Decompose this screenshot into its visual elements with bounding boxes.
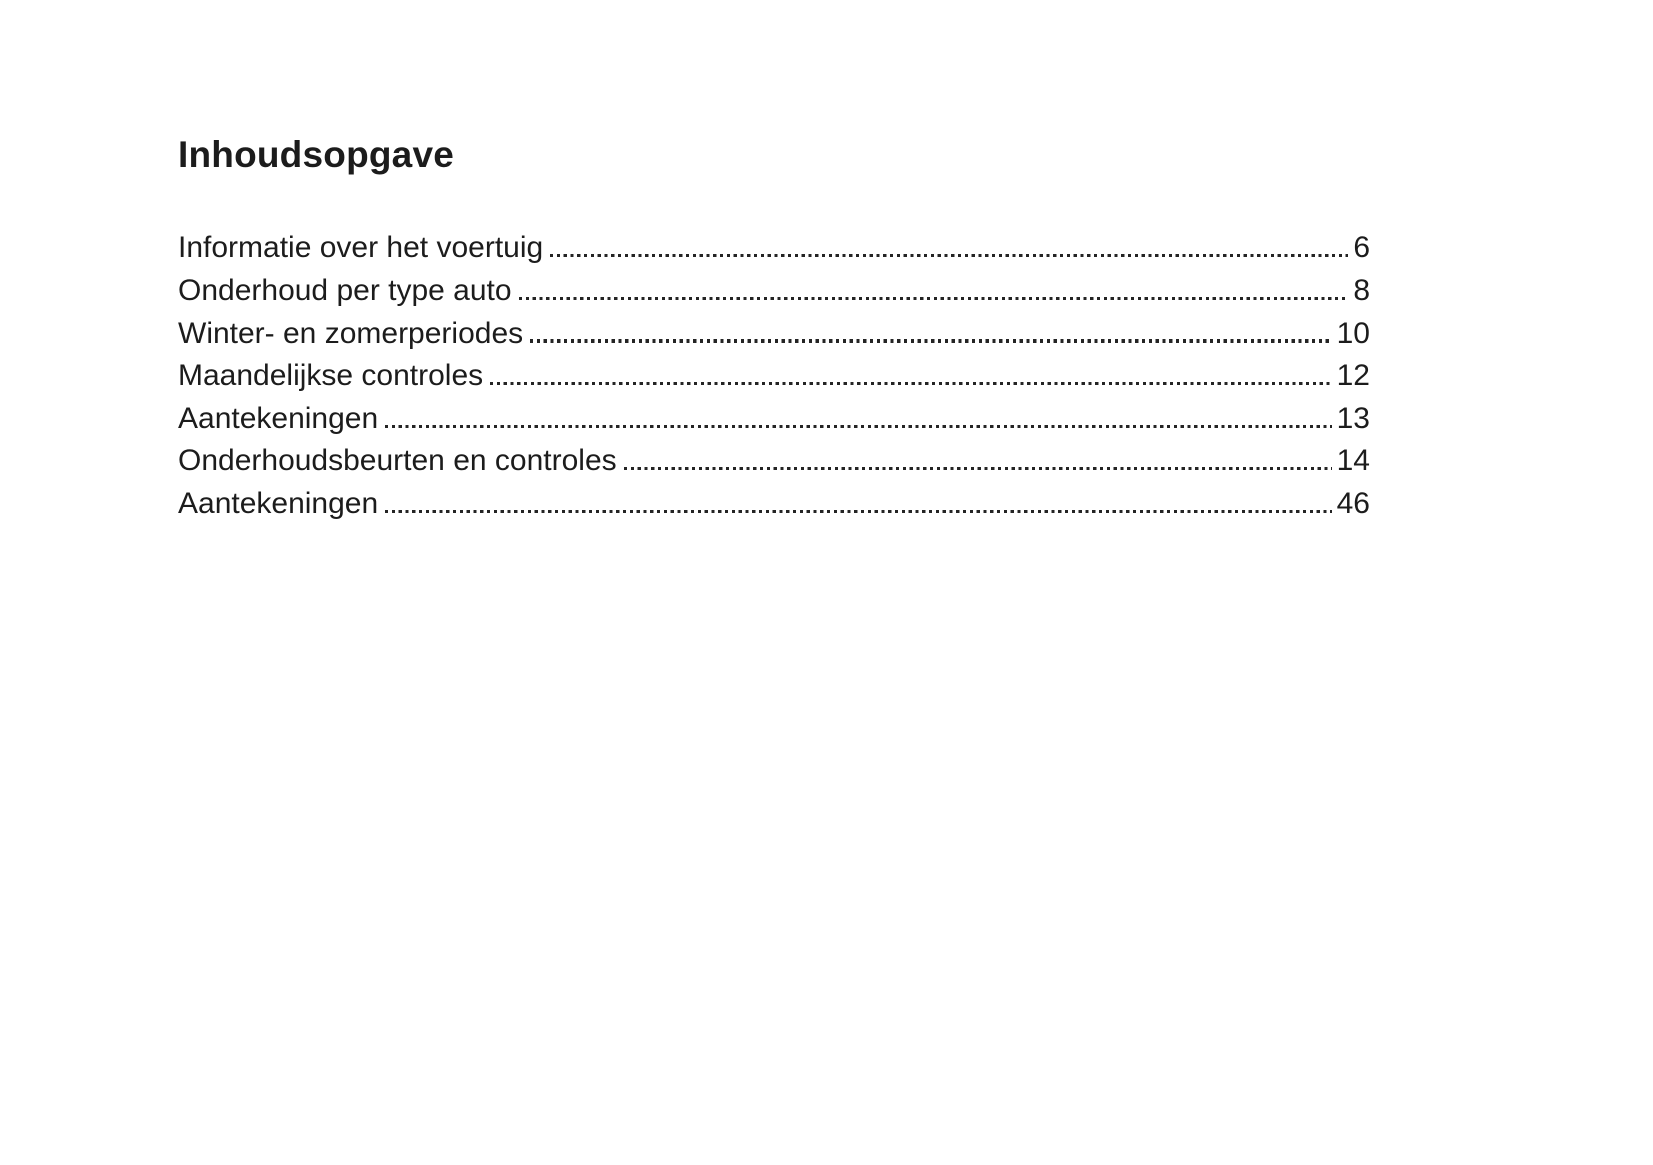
toc-entry-page-number: 46: [1336, 486, 1370, 520]
toc-entry: [178, 483, 1370, 526]
toc-entry-label: Onderhoud per type auto: [178, 273, 512, 307]
toc-entry-page-number: 10: [1336, 316, 1370, 350]
toc-entry-page-number: 12: [1336, 359, 1370, 393]
toc-entry-label: Winter- en zomerperiodes: [178, 316, 524, 350]
toc-entry: [178, 355, 1370, 398]
toc-list: [178, 227, 1370, 525]
page-title: Inhoudsopgave: [178, 134, 454, 175]
toc-entry: [178, 227, 1370, 270]
toc-dot-leader: [530, 339, 1331, 342]
toc-entry-page-number: 13: [1336, 401, 1370, 435]
toc-entry: [178, 398, 1370, 441]
toc-entry-page-number: 14: [1336, 444, 1370, 478]
toc-dot-leader: [550, 254, 1348, 257]
toc-entry-label: Informatie over het voertuig: [178, 231, 544, 265]
toc-entry: [178, 440, 1370, 483]
toc-entry: [178, 313, 1370, 356]
toc-dot-leader: [624, 467, 1332, 470]
toc-dot-leader: [385, 425, 1331, 428]
toc-dot-leader: [385, 510, 1331, 513]
toc-dot-leader: [519, 297, 1349, 300]
toc-entry-label: Maandelijkse controles: [178, 359, 484, 393]
toc-dot-leader: [490, 382, 1331, 385]
toc-entry-label: Aantekeningen: [178, 401, 379, 435]
toc-entry-label: Onderhoudsbeurten en controles: [178, 444, 617, 478]
toc-entry: [178, 270, 1370, 313]
toc-entry-label: Aantekeningen: [178, 486, 379, 520]
toc-entry-page-number: 6: [1353, 231, 1370, 265]
toc-entry-page-number: 8: [1353, 273, 1370, 307]
